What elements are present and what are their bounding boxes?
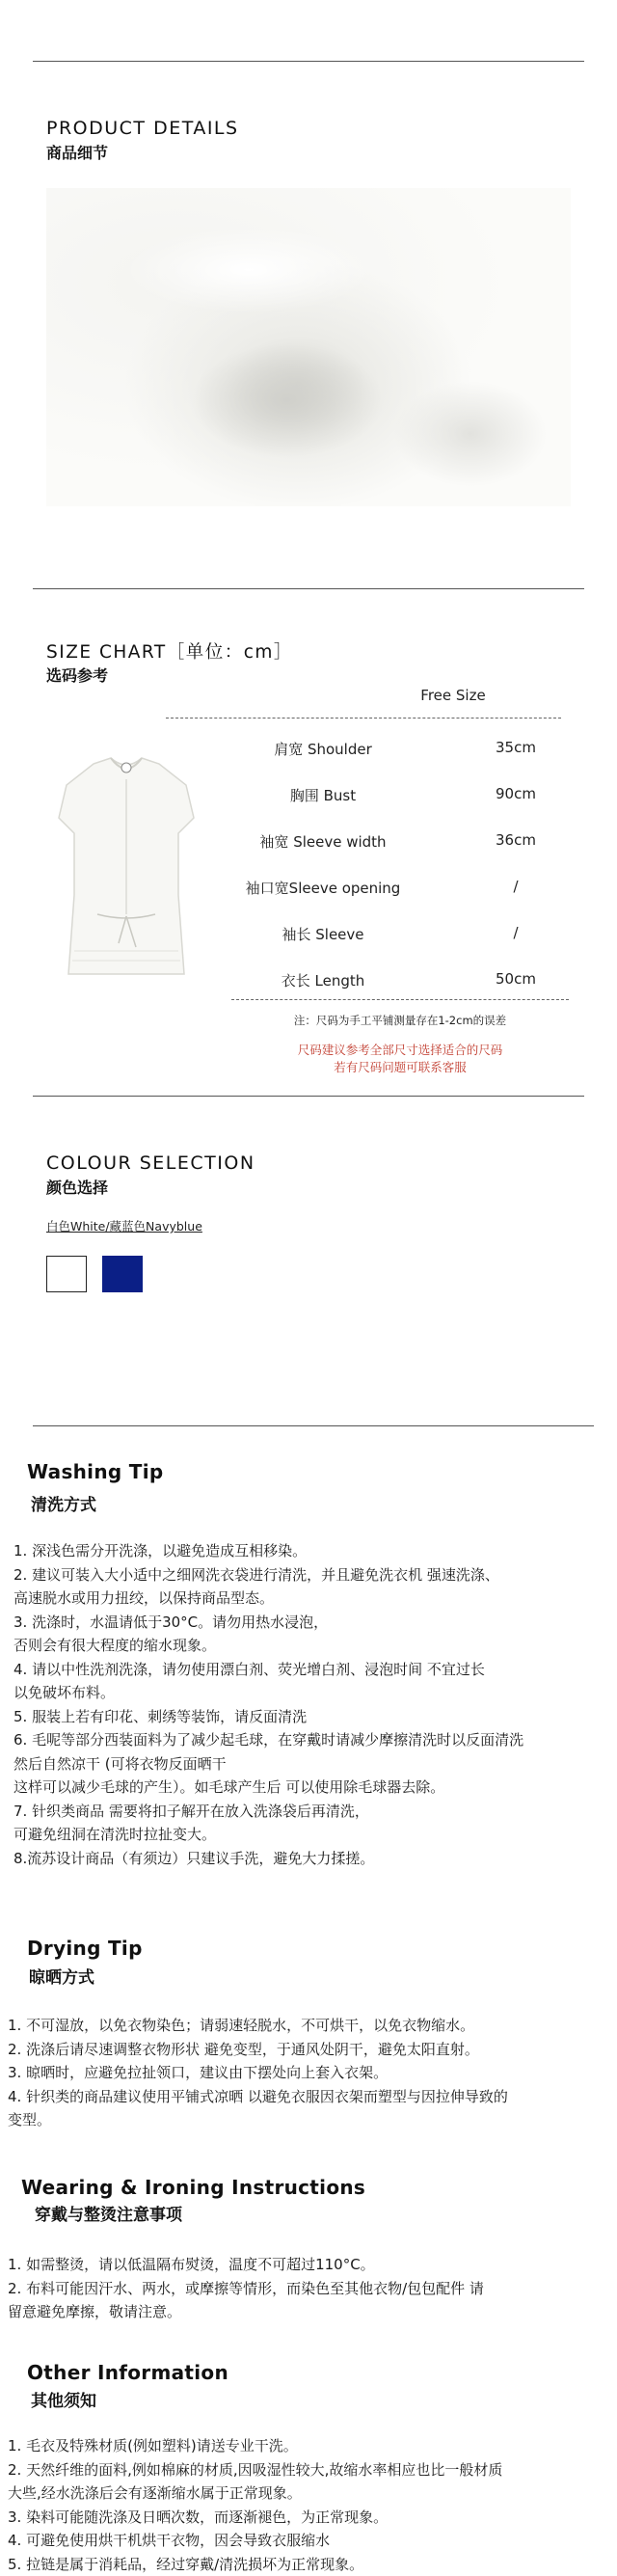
washing-line: 8.流苏设计商品（有须边）只建议手洗，避免大力揉搓。 <box>13 1847 604 1871</box>
section-divider <box>33 588 584 589</box>
washing-line: 这样可以减少毛球的产生）。如毛球产生后 可以使用除毛球器去除。 <box>13 1776 604 1800</box>
shirt-product-image <box>43 750 209 982</box>
other-line: 3. 染料可能随洗涤及日晒次数，而逐渐褪色，为正常现象。 <box>8 2506 598 2530</box>
size-advice-note-line1: 尺码建议参考全部尺寸选择适合的尺码 <box>231 1042 569 1059</box>
drying-tip-subtitle: 晾晒方式 <box>29 1964 94 1988</box>
washing-line: 6. 毛呢等部分西装面料为了减少起毛球，在穿戴时请减少摩擦清洗时以反面清洗 <box>13 1728 604 1752</box>
drying-tip-title: Drying Tip <box>27 1937 143 1960</box>
size-row-label: 胸围 Bust <box>207 785 439 805</box>
washing-line: 2. 建议可装入大小适中之细网洗衣袋进行清洗，并且避免洗衣机 强速洗涤、 <box>13 1563 604 1587</box>
fabric-detail-image <box>46 188 571 506</box>
colour-selection-title: COLOUR SELECTION <box>46 1152 255 1174</box>
fabric-fold-shadow-right <box>393 381 548 487</box>
washing-line: 然后自然凉干 (可将衣物反面晒干 <box>13 1752 604 1776</box>
washing-line: 7. 针织类商品 需要将扣子解开在放入洗涤袋后再清洗， <box>13 1800 604 1824</box>
washing-line: 否则会有很大程度的缩水现象。 <box>13 1634 604 1658</box>
size-row-value: 35cm <box>463 739 569 756</box>
swatch-navy[interactable] <box>102 1256 143 1292</box>
washing-line: 高速脱水或用力扭绞，以保持商品型态。 <box>13 1586 604 1611</box>
washing-line: 4. 请以中性洗剂洗涤，请勿使用漂白剂、荧光增白剂、浸泡时间 不宜过长 <box>13 1658 604 1682</box>
wearing-ironing-instructions <box>8 2253 598 2324</box>
size-table-divider <box>166 718 561 719</box>
size-row-value: 50cm <box>463 970 569 988</box>
drying-line: 4. 针织类的商品建议使用平铺式凉晒 以避免衣服因衣架而塑型与因拉伸导致的 <box>8 2085 598 2109</box>
size-row-value: / <box>463 924 569 941</box>
size-column-header: Free Size <box>405 687 501 704</box>
size-row-label: 袖口宽Sleeve opening <box>207 878 439 898</box>
fabric-fold-highlight <box>123 227 374 313</box>
size-measure-note: 注：尺码为手工平铺测量存在1-2cm的误差 <box>231 1013 569 1028</box>
wearing-ironing-title: Wearing & Ironing Instructions <box>21 2176 365 2199</box>
size-row-value: 36cm <box>463 831 569 849</box>
fabric-fold-shadow <box>191 342 384 458</box>
colour-options-label: 白色White/藏蓝色Navyblue <box>46 1217 202 1234</box>
wearing-line: 2. 布料可能因汗水、两水，或摩擦等情形，而染色至其他衣物/包包配件 请 <box>8 2277 598 2301</box>
section-divider <box>33 1096 584 1097</box>
washing-line: 可避免纽洞在清洗时拉扯变大。 <box>13 1823 604 1847</box>
washing-tip-title: Washing Tip <box>27 1460 163 1483</box>
other-line: 2. 天然纤维的面料,例如棉麻的材质,因吸湿性较大,故缩水率相应也比一般材质 <box>8 2458 598 2482</box>
other-line: 1. 毛衣及特殊材质(例如塑料)请送专业干洗。 <box>8 2434 598 2458</box>
other-line: 4. 可避免使用烘干机烘干衣物，因会导致衣服缩水 <box>8 2529 598 2553</box>
colour-selection-subtitle: 颜色选择 <box>46 1176 108 1198</box>
other-information-subtitle: 其他须知 <box>31 2387 96 2411</box>
drying-line: 变型。 <box>8 2108 598 2132</box>
washing-line: 以免破坏布料。 <box>13 1681 604 1705</box>
drying-line: 1. 不可湿放，以免衣物染色；请弱速轻脱水，不可烘干，以免衣物缩水。 <box>8 2014 598 2038</box>
size-advice-note-line2: 若有尺码问题可联系客服 <box>231 1059 569 1076</box>
other-information-title: Other Information <box>27 2361 228 2384</box>
washing-tip-subtitle: 清洗方式 <box>31 1491 96 1515</box>
washing-instructions <box>13 1539 604 1870</box>
size-row-label: 袖长 Sleeve <box>207 924 439 944</box>
swatch-white[interactable] <box>46 1256 87 1292</box>
wearing-ironing-subtitle: 穿戴与整烫注意事项 <box>35 2201 182 2225</box>
drying-line: 2. 洗涤后请尽速调整衣物形状 避免变型，于通风处阴干，避免太阳直射。 <box>8 2038 598 2062</box>
size-row-value: / <box>463 878 569 895</box>
product-details-title: PRODUCT DETAILS <box>46 118 239 139</box>
size-chart-subtitle: 选码参考 <box>46 664 108 686</box>
drying-instructions <box>8 2014 598 2132</box>
drying-line: 3. 晾晒时，应避免拉扯领口，建议由下摆处向上套入衣架。 <box>8 2061 598 2085</box>
size-row-label: 袖宽 Sleeve width <box>207 831 439 852</box>
washing-line: 5. 服装上若有印花、刺绣等装饰，请反面清洗 <box>13 1705 604 1729</box>
washing-line: 3. 洗涤时，水温请低于30°C。请勿用热水浸泡， <box>13 1611 604 1635</box>
size-table-bottom-divider <box>231 999 569 1000</box>
other-information-list <box>8 2434 598 2576</box>
other-line: 5. 拉链是属于消耗品，经过穿戴/清洗损坏为正常现象。 <box>8 2553 598 2576</box>
size-row-label: 肩宽 Shoulder <box>207 739 439 759</box>
size-row-label: 衣长 Length <box>207 970 439 990</box>
other-line: 大些,经水洗涤后会有逐渐缩水属于正常现象。 <box>8 2481 598 2506</box>
wearing-line: 留意避免摩擦，敬请注意。 <box>8 2300 598 2324</box>
section-divider <box>33 1425 594 1426</box>
size-row-value: 90cm <box>463 785 569 802</box>
wearing-line: 1. 如需整烫，请以低温隔布熨烫，温度不可超过110°C。 <box>8 2253 598 2277</box>
top-divider <box>33 61 584 62</box>
product-details-subtitle: 商品细节 <box>46 141 108 163</box>
size-chart-title: SIZE CHART［单位：cm］ <box>46 638 293 664</box>
washing-line: 1. 深浅色需分开洗涤，以避免造成互相移染。 <box>13 1539 604 1563</box>
